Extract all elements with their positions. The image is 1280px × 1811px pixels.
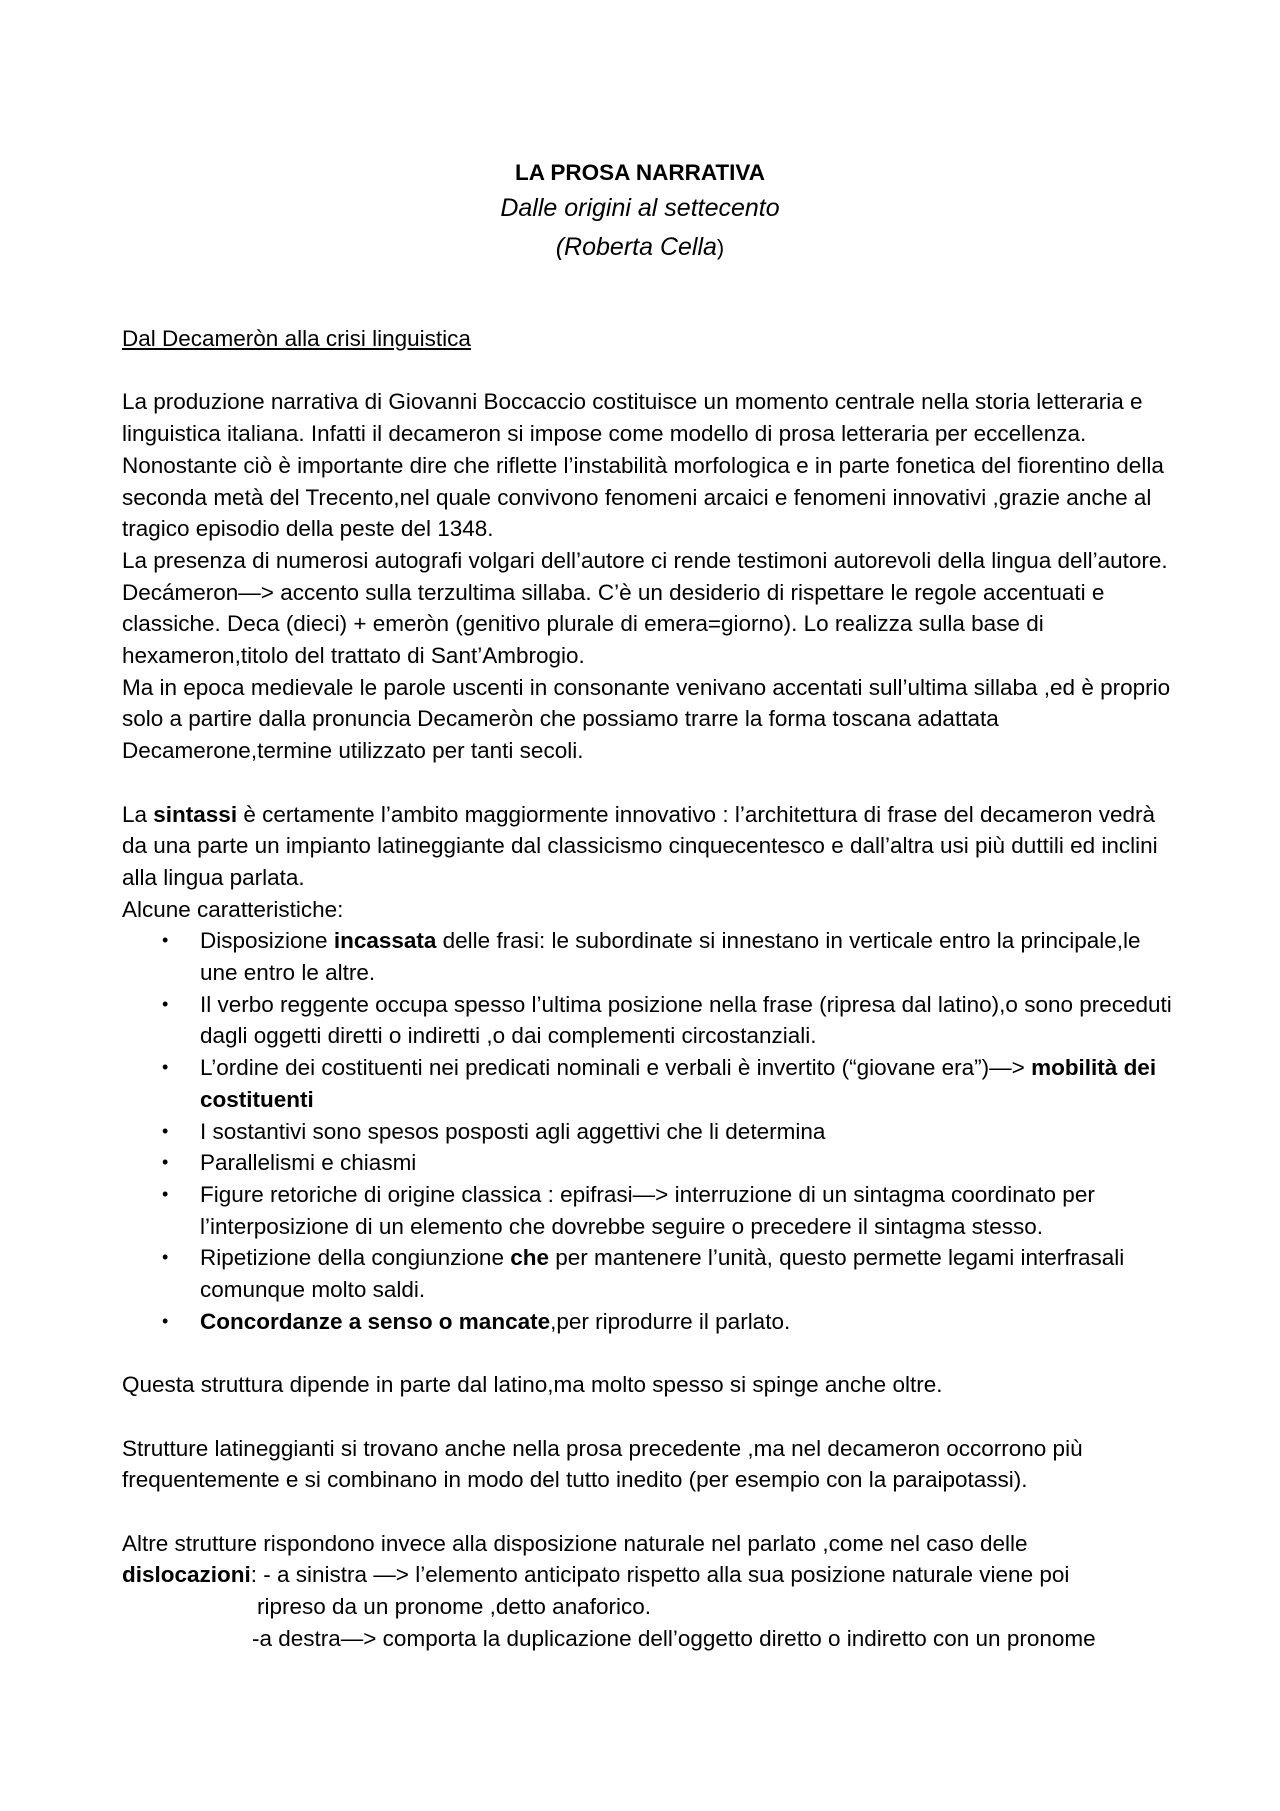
list-item: • I sostantivi sono spesos posposti agli aggettivi che li determina: [200, 1116, 1172, 1148]
characteristics-list: [122, 925, 1172, 1337]
list-item: • Concordanze a senso o mancate,per riprodurre il parlato.: [200, 1306, 1172, 1338]
author-paren: ): [716, 235, 725, 260]
bullet-icon: •: [162, 993, 169, 1014]
bullet-icon: •: [162, 1120, 169, 1141]
paragraph-4: Ma in epoca medievale le parole uscenti in consonante venivano accentati sull’ultima sillaba ,ed è proprio solo a partire dalla pronuncia Decameròn che possiamo trarre la forma toscana adattata Decamerone,termine utilizzato per tanti secoli.: [122, 674, 1171, 764]
paragraph-9: Altre strutture rispondono invece alla disposizione naturale nel parlato ,come nel caso delle: [122, 1530, 1028, 1556]
list-item: • Ripetizione della congiunzione che per mantenere l’unità, questo permette legami interfrasali comunque molto saldi.: [200, 1242, 1172, 1305]
list-item: • Il verbo reggente occupa spesso l’ultima posizione nella frase (ripresa dal latino),o sono preceduti dagli oggetti diretti o indiretti ,o dai complementi circostanziali.: [200, 989, 1172, 1052]
document-subtitle: Dalle origini al settecento: [500, 194, 780, 222]
bullet-icon: •: [162, 1057, 169, 1078]
paragraph-10: dislocazioni: - a sinistra —> l’elemento anticipato rispetto alla sua posizione naturale viene poi: [122, 1562, 1070, 1588]
paragraph-2: La presenza di numerosi autografi volgari dell’autore ci rende testimoni autorevoli della lingua dell’autore.: [122, 547, 1168, 573]
bullet-icon: •: [162, 1152, 169, 1173]
term-sintassi: sintassi: [153, 801, 238, 827]
paragraph-12: -a destra—> comporta la duplicazione dell’oggetto diretto o indiretto con un pronome: [252, 1625, 1096, 1651]
list-item: • Figure retoriche di origine classica : epifrasi—> interruzione di un sintagma coordinato per l’interposizione di un elemento che dovrebbe seguire o precedere il sintagma stesso.: [200, 1179, 1172, 1242]
document-body: [122, 323, 1172, 1654]
paragraph-5: La sintassi è certamente l’ambito maggiormente innovativo : l’architettura di frase del decameron vedrà da una parte un impianto latineggiante dal classicismo cinquecentesco e dall’altra usi più duttili ed inclini alla lingua parlata.: [122, 801, 1158, 890]
bullet-icon: •: [162, 1310, 169, 1331]
document-author: [0, 232, 1280, 264]
paragraph-7: Questa struttura dipende in parte dal latino,ma molto spesso si spinge anche oltre.: [122, 1372, 943, 1398]
bullet-icon: •: [162, 1247, 169, 1268]
bullet-icon: •: [162, 1183, 169, 1204]
list-item: • Parallelismi e chiasmi: [200, 1147, 1172, 1179]
paragraph-1: La produzione narrativa di Giovanni Boccaccio costituisce un momento centrale nella storia letteraria e linguistica italiana. Infatti il decameron si impose come modello di prosa letteraria per eccellenza. Nonostante ciò è importante dire che riflette l’instabilità morfologica e in parte fonetica del fiorentino della seconda metà del Trecento,nel quale convivono fenomeni arcaici e fenomeni innovativi ,grazie anche al tragico episodio della peste del 1348.: [122, 389, 1164, 542]
paragraph-3: Decámeron—> accento sulla terzultima sillaba. C’è un desiderio di rispettare le regole accentuati e classiche. Deca (dieci) + emeròn (genitivo plurale di emera=giorno). Lo realizza sulla base di hexameron,titolo del trattato di Sant’Ambrogio.: [122, 579, 1105, 669]
paragraph-8: Strutture latineggianti si trovano anche nella prosa precedente ,ma nel decameron occorrono più frequentemente e si combinano in modo del tutto inedito (per esempio con la paraipotassi).: [122, 1435, 1083, 1493]
section-heading: Dal Decameròn alla crisi linguistica: [122, 326, 471, 351]
document-title: LA PROSA NARRATIVA: [515, 160, 765, 185]
paragraph-11: ripreso da un pronome ,detto anaforico.: [257, 1594, 651, 1620]
term-dislocazioni: dislocazioni: [122, 1562, 251, 1588]
bullet-icon: •: [162, 930, 169, 951]
paragraph-6: Alcune caratteristiche:: [122, 896, 344, 922]
list-item: • Disposizione incassata delle frasi: le subordinate si innestano in verticale entro la principale,le une entro le altre.: [200, 925, 1172, 988]
author-name: (Roberta Cella: [555, 233, 717, 261]
list-item: • L’ordine dei costituenti nei predicati nominali e verbali è invertito (“giovane era”)—> mobilità dei costituenti: [200, 1052, 1172, 1115]
